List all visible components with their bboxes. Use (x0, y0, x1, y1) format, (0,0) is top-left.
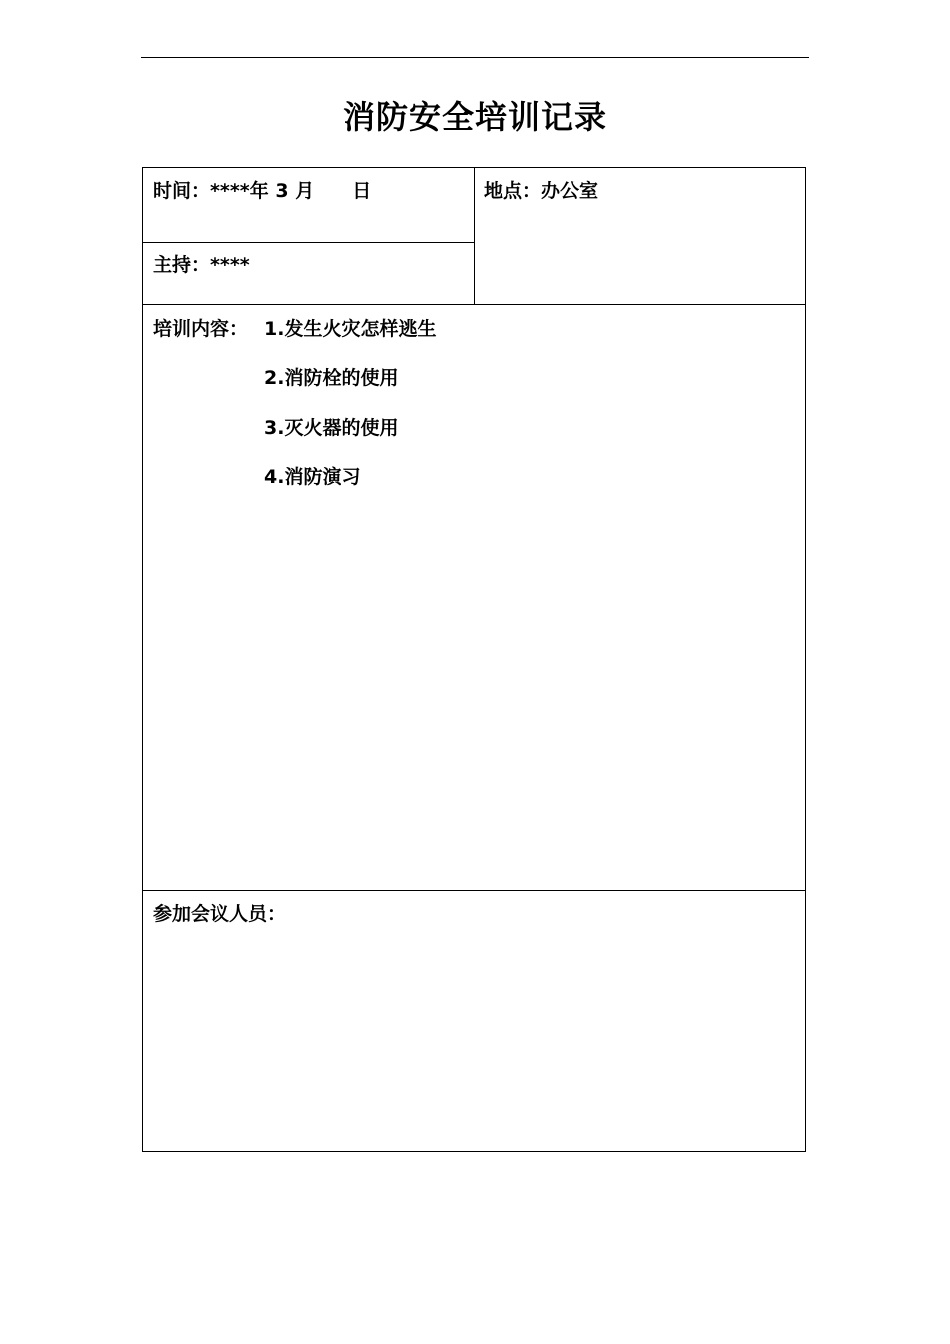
header-rule (141, 57, 809, 58)
attendees-field: 参加会议人员： (153, 903, 287, 925)
content-item: 1.发生火灾怎样逃生 (264, 318, 437, 340)
content-item: 4.消防演习 (264, 466, 361, 488)
content-item: 2.消防栓的使用 (264, 367, 399, 389)
content-item: 3.灭火器的使用 (264, 417, 399, 439)
time-host-divider (143, 242, 475, 243)
host-field: 主持：**** (153, 254, 250, 276)
time-field: 时间：****年 3 月 日 (153, 180, 372, 202)
training-record-table (142, 167, 806, 1152)
column-divider (474, 168, 475, 304)
location-field: 地点：办公室 (484, 180, 599, 202)
header-rows-divider (143, 304, 805, 305)
training-content-label: 培训内容： (153, 318, 249, 340)
document-title: 消防安全培训记录 (342, 98, 607, 136)
attendees-divider (143, 890, 805, 891)
